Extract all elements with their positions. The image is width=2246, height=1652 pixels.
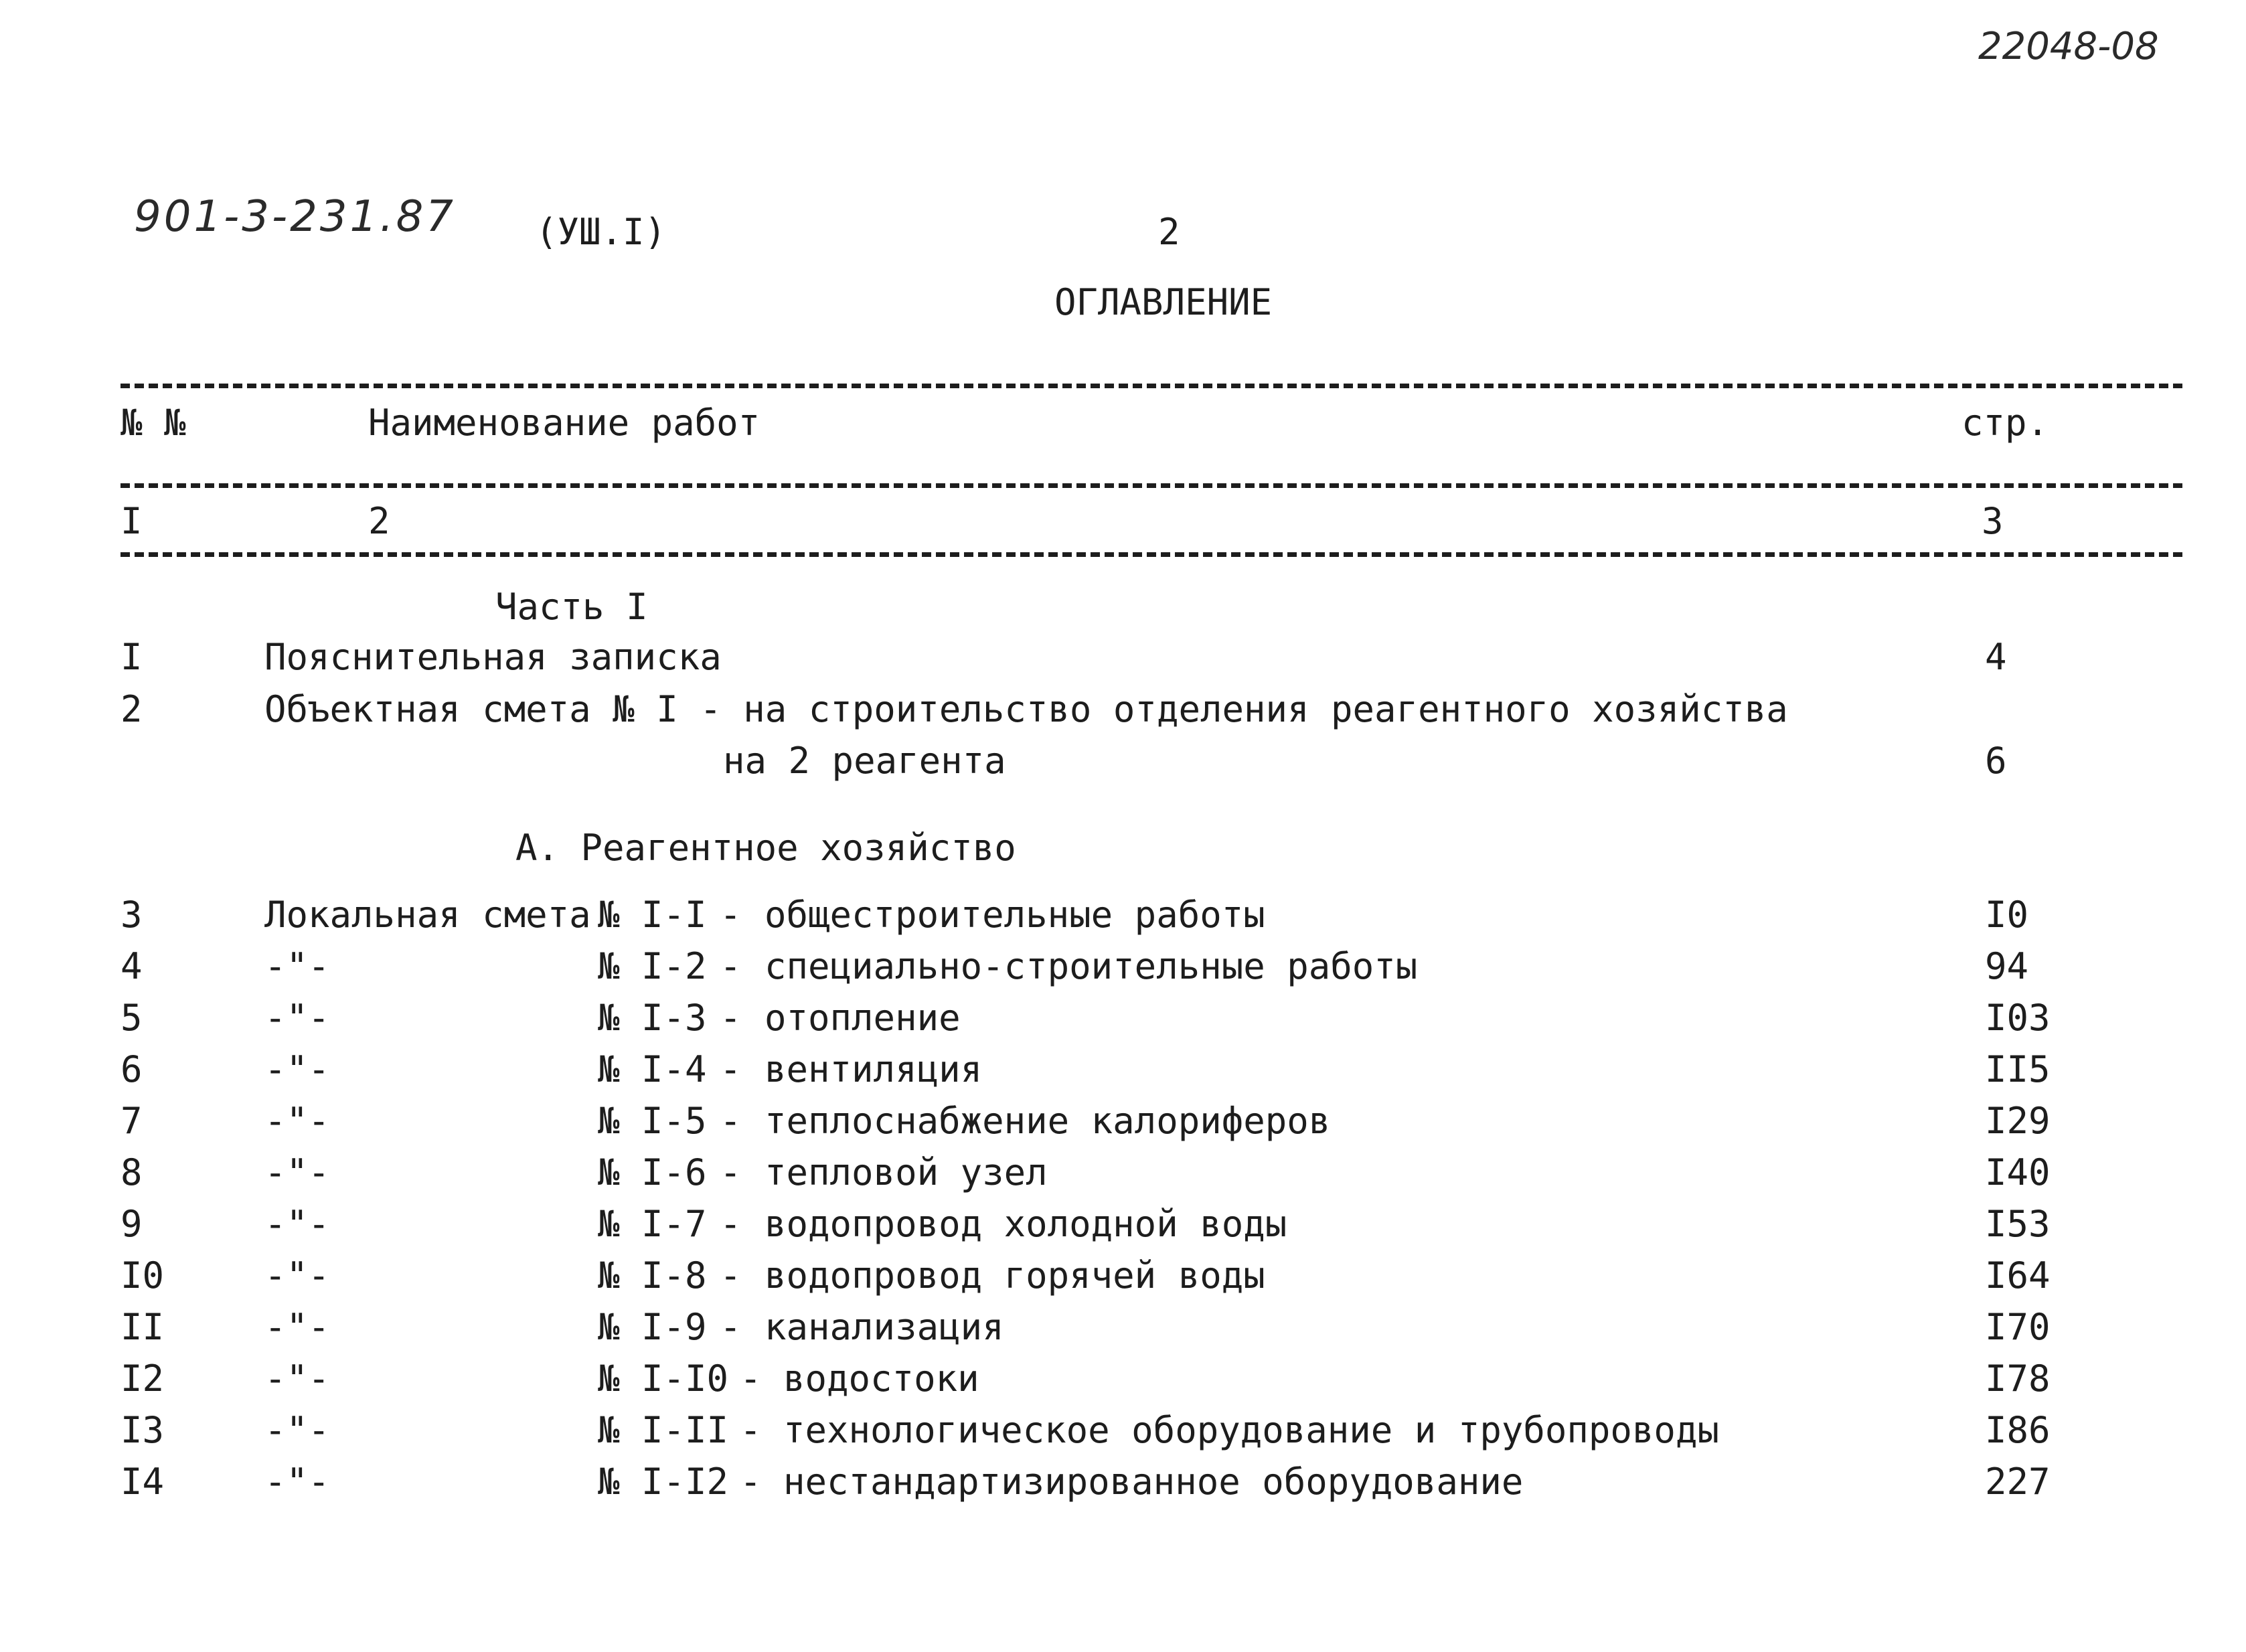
column-index-number: I: [121, 500, 143, 542]
entry-dash: -: [740, 1409, 762, 1451]
entry-code: № I-7: [598, 1203, 707, 1245]
entry-name: отопление: [765, 997, 961, 1039]
entry-dash: -: [720, 1048, 742, 1090]
volume-label: (УШ.I): [536, 211, 667, 253]
entry-prefix: -"-: [264, 1357, 330, 1400]
entry-number: I4: [121, 1461, 165, 1503]
entry-prefix: -"-: [264, 1461, 330, 1503]
entry-code: № I-6: [598, 1151, 707, 1193]
entry-number: 5: [121, 997, 143, 1039]
entry-prefix: Локальная смета: [264, 894, 591, 936]
entry-code: № I-II: [598, 1409, 729, 1451]
entry-page: I64: [1985, 1254, 2051, 1297]
entry-page: I29: [1985, 1100, 2051, 1142]
entry-prefix: -"-: [264, 1048, 330, 1090]
entry-page: 227: [1985, 1461, 2051, 1503]
entry-prefix: -"-: [264, 1409, 330, 1451]
entry-number: 9: [121, 1203, 143, 1245]
entry-dash: -: [740, 1357, 762, 1400]
page-title: ОГЛАВЛЕНИЕ: [1054, 281, 1273, 323]
entry-name: канализация: [765, 1306, 1004, 1348]
entry-page: I0: [1985, 894, 2029, 936]
column-header-name: Наименование работ: [368, 402, 760, 444]
entry-name: нестандартизированное оборудование: [783, 1461, 1524, 1503]
entry-page: I53: [1985, 1203, 2051, 1245]
entry-name-continuation: на 2 реагента: [723, 740, 1006, 782]
entry-code: № I-I2: [598, 1461, 729, 1503]
entry-number: 2: [121, 688, 143, 730]
entry-dash: -: [720, 945, 742, 987]
column-index-page: 3: [1982, 500, 2004, 542]
entry-prefix: -"-: [264, 1100, 330, 1142]
entry-name: водопровод горячей воды: [765, 1254, 1265, 1297]
entry-prefix: -"-: [264, 997, 330, 1039]
rule-middle: [121, 483, 2182, 488]
entry-page: II5: [1985, 1048, 2051, 1090]
entry-number: 7: [121, 1100, 143, 1142]
entry-dash: -: [720, 1203, 742, 1245]
entry-name: Пояснительная записка: [264, 636, 722, 678]
entry-number: 3: [121, 894, 143, 936]
entry-number: 8: [121, 1151, 143, 1193]
entry-dash: -: [720, 1254, 742, 1297]
entry-code: № I-I0: [598, 1357, 729, 1400]
part-heading: Часть I: [495, 586, 648, 628]
entry-page: 94: [1985, 945, 2029, 987]
entry-number: II: [121, 1306, 165, 1348]
entry-name: тепловой узел: [765, 1151, 1048, 1193]
entry-page: I03: [1985, 997, 2051, 1039]
rule-bottom: [121, 552, 2182, 557]
entry-number: I2: [121, 1357, 165, 1400]
entry-code: № I-2: [598, 945, 707, 987]
entry-dash: -: [720, 997, 742, 1039]
page-number: 2: [1158, 211, 1180, 253]
entry-prefix: -"-: [264, 1306, 330, 1348]
entry-code: № I-I: [598, 894, 707, 936]
column-header-number: № №: [121, 402, 186, 444]
entry-page: I40: [1985, 1151, 2051, 1193]
rule-top: [121, 384, 2182, 388]
entry-name: водопровод холодной воды: [765, 1203, 1287, 1245]
section-heading: А. Реагентное хозяйство: [515, 827, 1016, 869]
column-index-name: 2: [368, 500, 390, 542]
entry-prefix: -"-: [264, 945, 330, 987]
entry-code: № I-8: [598, 1254, 707, 1297]
entry-name: водостоки: [783, 1357, 979, 1400]
entry-name: специально-строительные работы: [765, 945, 1418, 987]
project-code: 901-3-231.87: [134, 192, 456, 242]
entry-name: общестроительные работы: [765, 894, 1265, 936]
entry-page: 6: [1985, 740, 2007, 782]
entry-number: 6: [121, 1048, 143, 1090]
entry-number: I: [121, 636, 143, 678]
column-header-page: стр.: [1961, 402, 2049, 444]
archive-number: 22048-08: [1978, 25, 2159, 68]
entry-name: Объектная смета № I - на строительство отделения реагентного хозяйства: [264, 688, 1788, 730]
entry-page: I78: [1985, 1357, 2051, 1400]
entry-code: № I-3: [598, 997, 707, 1039]
entry-name: технологическое оборудование и трубопроводы: [783, 1409, 1719, 1451]
entry-dash: -: [720, 1306, 742, 1348]
entry-code: № I-9: [598, 1306, 707, 1348]
entry-page: I86: [1985, 1409, 2051, 1451]
entry-dash: -: [720, 894, 742, 936]
entry-prefix: -"-: [264, 1254, 330, 1297]
entry-name: вентиляция: [765, 1048, 983, 1090]
entry-page: I70: [1985, 1306, 2051, 1348]
entry-dash: -: [720, 1100, 742, 1142]
entry-name: теплоснабжение калориферов: [765, 1100, 1331, 1142]
entry-code: № I-4: [598, 1048, 707, 1090]
entry-prefix: -"-: [264, 1203, 330, 1245]
entry-code: № I-5: [598, 1100, 707, 1142]
entry-number: I0: [121, 1254, 165, 1297]
entry-page: 4: [1985, 636, 2007, 678]
entry-number: I3: [121, 1409, 165, 1451]
entry-prefix: -"-: [264, 1151, 330, 1193]
entry-dash: -: [740, 1461, 762, 1503]
entry-dash: -: [720, 1151, 742, 1193]
entry-number: 4: [121, 945, 143, 987]
